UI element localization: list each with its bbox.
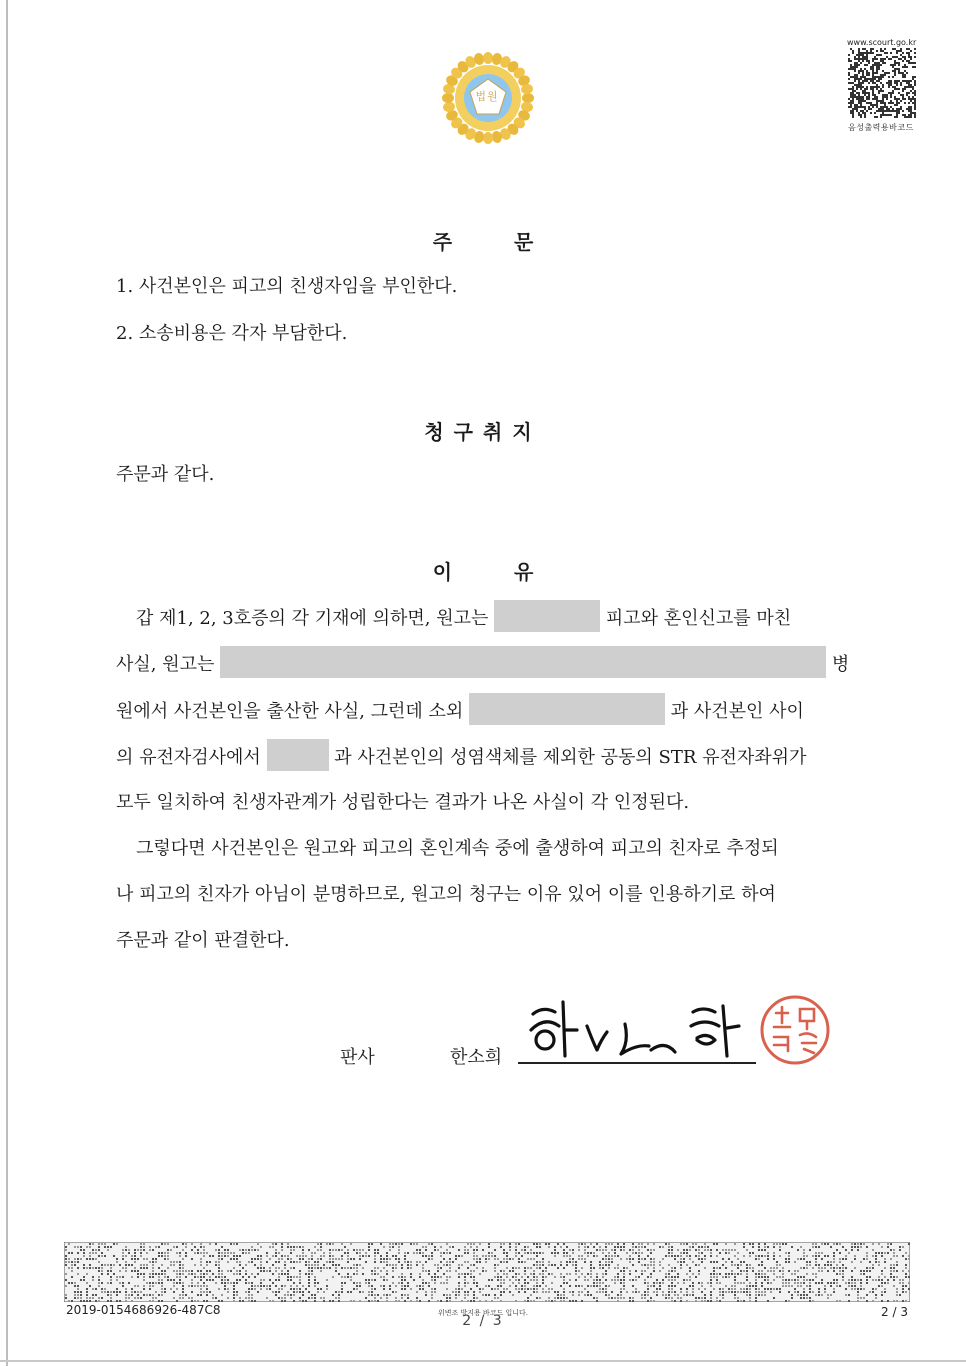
signature-line: [518, 1062, 756, 1064]
cheonggu-text: 주문과 같다.: [116, 464, 215, 485]
qr-url: www.scourt.go.kr: [847, 38, 917, 47]
page-number-center: 2 / 3: [462, 1313, 504, 1329]
iyu-p1-line-1a: 갑 제1, 2, 3호증의 각 기재에 의하면, 원고는: [136, 608, 489, 629]
iyu-p1-line-2a: 사실, 원고는: [116, 654, 215, 675]
voice-barcode-icon: [848, 48, 916, 118]
iyu-p2-line-3: 주문과 같이 판결한다.: [116, 930, 290, 951]
anti-forgery-barcode: [64, 1242, 910, 1302]
iyu-p2-line-1: 그렇다면 사건본인은 원고와 피고의 혼인계속 중에 출생하여 피고의 친자로 추정되: [136, 838, 779, 859]
iyu-p1-line-4a: 의 유전자검사에서: [116, 747, 261, 768]
section-heading-cheonggu: 청구취지: [424, 420, 542, 444]
page-left-edge: [6, 0, 8, 1366]
document-number: 2019-0154686926-487C8: [66, 1303, 221, 1317]
iyu-p1-line-4: [116, 745, 806, 771]
redaction-box: [494, 600, 600, 632]
iyu-p1-line-3a: 원에서 사건본인을 출산한 사실, 그런데 소외: [116, 701, 464, 722]
iyu-p2-line-2: 나 피고의 친자가 아님이 분명하므로, 원고의 청구는 이유 있어 이를 인용하기로 하여: [116, 884, 776, 905]
section-heading-jumun: 주 문: [432, 230, 534, 254]
jumun-item-2: 2. 소송비용은 각자 부담한다.: [116, 323, 348, 344]
iyu-p1-line-2: [116, 652, 849, 678]
redaction-box: [469, 693, 665, 725]
iyu-p1-line-1: [136, 606, 791, 632]
section-heading-iyu: 이 유: [432, 560, 534, 584]
handwritten-signature: [525, 996, 755, 1062]
iyu-p1-line-5: 모두 일치하여 친생자관계가 성립한다는 결과가 나온 사실이 각 인정된다.: [116, 792, 690, 813]
iyu-p1-line-1b: 피고와 혼인신고를 마친: [605, 608, 792, 629]
judge-name: 한소희: [450, 1047, 503, 1068]
iyu-p1-line-2b: 병: [831, 654, 850, 675]
emblem-label: 법원: [475, 90, 499, 103]
page-number-right: 2 / 3: [881, 1305, 908, 1319]
judge-seal-stamp: [758, 993, 832, 1067]
iyu-p1-line-3b: 과 사건본인 사이: [670, 701, 804, 722]
iyu-p1-line-4b: 과 사건본인의 성염색체를 제외한 공동의 STR 유전자좌위가: [334, 747, 807, 768]
page-bottom-edge: [0, 1360, 966, 1362]
redaction-box: [267, 739, 329, 771]
jumun-item-1: 1. 사건본인은 피고의 친생자임을 부인한다.: [116, 276, 458, 297]
iyu-p1-line-3: [116, 699, 804, 725]
judge-title: 판사: [340, 1047, 375, 1068]
qr-caption: 음성출력용바코드: [848, 123, 914, 132]
redaction-box: [220, 646, 826, 678]
anti-forgery-note: 위변조 방지용 바코드 입니다.: [437, 1309, 529, 1317]
